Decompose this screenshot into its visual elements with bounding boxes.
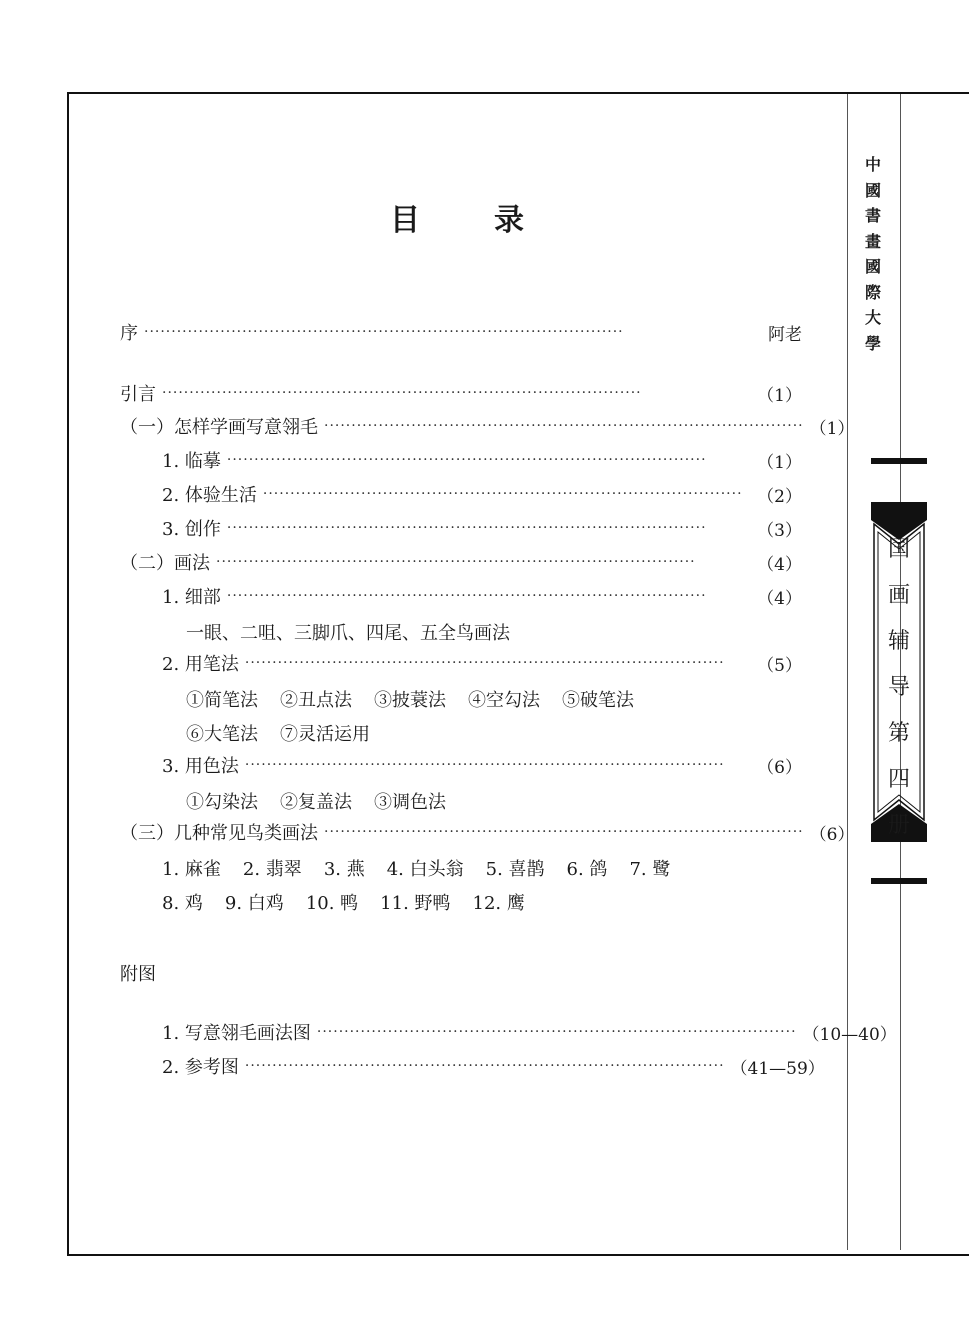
technique-item: ④空勾法 [468,690,540,711]
toc-row[interactable] [120,378,802,408]
spine-rule-left [847,94,848,1250]
technique-item: ①简笔法 [186,690,258,711]
label-char: 国 [887,537,910,562]
toc-page: （6） [757,757,802,778]
toc-page: （2） [757,486,802,507]
spine-char: 畫 [864,231,881,251]
technique-item: ③披蓑法 [374,690,446,711]
toc-sub-birds-2 [162,889,547,915]
toc-row[interactable] [162,513,802,543]
page-title [390,195,524,239]
toc-leader: ························································································ [216,554,696,570]
appendix-row[interactable] [162,1051,825,1081]
toc-label: （二）画法 [120,553,210,574]
label-bar-bottom [871,878,927,884]
toc-row[interactable] [162,445,802,475]
spine-char: 際 [864,282,881,302]
toc-sub-yongse [186,788,468,814]
toc-page: （1） [757,385,802,406]
technique-item: ⑤破笔法 [562,690,634,711]
spine-char: 書 [864,206,881,225]
toc-label: 引言 [120,384,156,405]
bird-item: 11. 野鸭 [380,893,451,914]
appendix-label: 2. 参考图 [162,1057,239,1078]
technique-item: ⑦灵活运用 [280,724,370,745]
bird-item: 5. 喜鹊 [485,859,545,880]
toc-leader: ························································································ [244,1058,725,1074]
toc-row-preface[interactable] [120,317,802,347]
toc-label: 1. 临摹 [162,451,221,472]
toc-page: （1） [809,418,855,439]
bird-item: 12. 鹰 [472,893,525,914]
bird-item: 7. 鹭 [629,859,671,880]
toc-label: 序 [120,323,138,344]
toc-page: （4） [757,588,802,609]
toc-row[interactable] [120,411,855,441]
toc-label: 3. 用色法 [162,756,239,777]
bird-item: 8. 鸡 [162,893,203,914]
toc-label: 2. 用笔法 [162,654,239,675]
label-char: 画 [887,583,910,608]
toc-page: （4） [757,554,802,575]
toc-leader: ························································································ [324,418,804,434]
toc-row[interactable] [162,750,802,780]
appendix-page: （41—59） [730,1058,825,1079]
label-char: 第 [887,721,910,746]
bird-item: 9. 白鸡 [224,893,284,914]
technique-item: ①勾染法 [186,792,258,813]
toc-sub-xibu: 一眼、二咀、三脚爪、四尾、五全鸟画法 [186,623,510,644]
bird-item: 10. 鸭 [305,893,359,914]
appendix-heading: 附图 [120,964,156,985]
spine-char: 國 [864,257,881,276]
label-char: 辅 [887,629,910,654]
toc-leader: ························································································ [162,385,642,401]
toc-leader: ························································································ [316,1024,797,1040]
toc-page: （3） [757,520,802,541]
label-bar-top [871,458,927,464]
toc-row[interactable] [162,648,802,678]
toc-page: 阿老 [768,324,802,345]
toc-leader: ························································································ [144,324,624,340]
toc-row[interactable] [162,479,802,509]
toc-page: （1） [757,452,802,473]
title-char: 录 [494,203,524,238]
toc-leader: ························································································ [324,824,804,840]
toc-label: 2. 体验生活 [162,485,257,506]
spine-char: 國 [864,180,881,200]
toc-sub-birds-1 [162,855,692,881]
technique-item: ②丑点法 [280,690,352,711]
toc-leader: ························································································ [244,655,725,671]
bird-item: 2. 翡翠 [242,859,302,880]
volume-label-text [871,527,927,849]
spine-char: 學 [864,333,881,353]
toc-label: （三）几种常见鸟类画法 [120,823,318,844]
toc-page: （5） [757,655,802,676]
toc-label: 1. 细部 [162,587,221,608]
bird-item: 1. 麻雀 [162,859,221,880]
label-char: 册 [887,813,910,838]
toc-leader: ························································································ [226,452,707,468]
label-char: 四 [887,767,910,792]
toc-sub-yongbi-1 [186,686,656,712]
toc-row[interactable] [120,817,855,847]
technique-item: ②复盖法 [280,792,352,813]
title-char: 目 [390,203,420,238]
toc-leader: ························································································ [226,520,707,536]
technique-item: ⑥大笔法 [186,724,258,745]
appendix-label: 1. 写意翎毛画法图 [162,1023,311,1044]
toc-row[interactable] [120,547,802,577]
appendix-row[interactable] [162,1017,897,1047]
toc-label: 3. 创作 [162,519,221,540]
toc-page: （6） [809,824,855,845]
spine-vertical-title [862,152,884,356]
toc-label: （一）怎样学画写意翎毛 [120,417,318,438]
toc-leader: ························································································ [226,588,707,604]
toc-leader: ························································································ [262,486,743,502]
bird-item: 4. 白头翁 [386,859,464,880]
toc-row[interactable] [162,581,802,611]
toc-leader: ························································································ [244,757,725,773]
bird-item: 6. 鸽 [566,859,608,880]
bird-item: 3. 燕 [323,859,365,880]
technique-item: ③调色法 [374,792,446,813]
spine-char: 中 [864,155,881,174]
label-char: 导 [887,675,910,700]
spine-char: 大 [864,308,881,327]
toc-sub-yongbi-2 [186,720,392,746]
appendix-page: （10—40） [802,1024,897,1045]
